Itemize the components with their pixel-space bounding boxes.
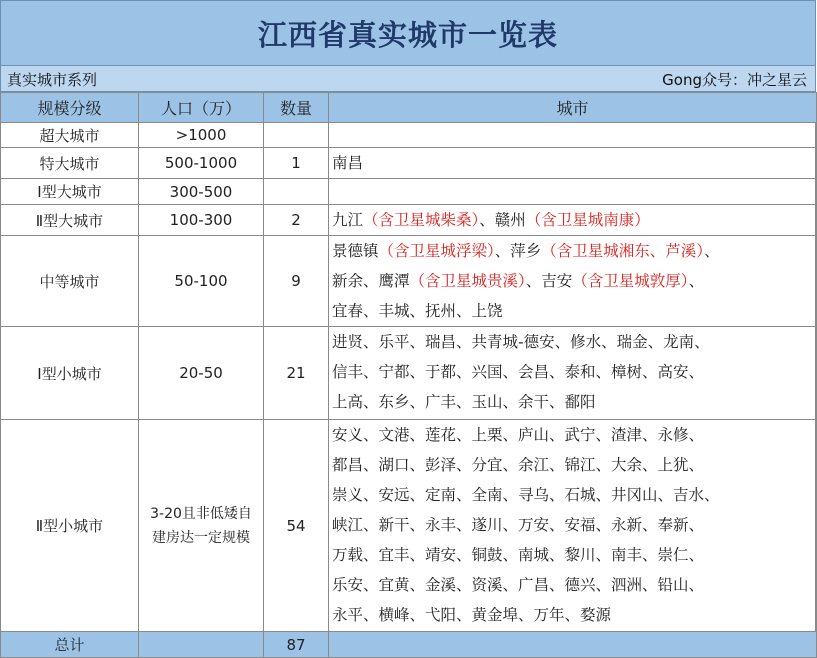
cities-cell (329, 123, 817, 148)
cities-cell (329, 327, 817, 420)
tier-cell: Ⅱ型大城市 (1, 205, 139, 236)
satellite-city-note: （含卫星城南康） (525, 211, 650, 229)
city-names: 乐安、宜黄、金溪、资溪、广昌、德兴、泗洲、铅山、 (332, 576, 705, 594)
subtitle-bar (0, 66, 816, 92)
city-names: 进贤、乐平、瑞昌、共青城-德安、修水、瑞金、龙南、 (332, 333, 710, 351)
tier-cell: Ⅰ型大城市 (1, 179, 139, 205)
table-row (1, 179, 817, 205)
tier-cell: Ⅱ型小城市 (1, 420, 139, 632)
tier-cell: 超大城市 (1, 123, 139, 148)
table-row (1, 148, 817, 179)
city-line (332, 600, 816, 630)
city-line (332, 540, 816, 570)
series-label: 真实城市系列 (7, 71, 98, 89)
city-names: 峡江、新干、永丰、遂川、万安、安福、永新、奉新、 (332, 516, 705, 534)
city-line (332, 450, 816, 480)
city-line (332, 480, 816, 510)
city-names: 崇义、安远、定南、全南、寻乌、石城、井冈山、吉水、 (332, 486, 720, 504)
city-names: 九江 (332, 211, 364, 229)
satellite-city-note: （含卫星城柴桑） (363, 211, 480, 229)
city-names: 上高、东乡、广丰、玉山、余干、鄱阳 (332, 393, 596, 411)
count-cell: 1 (264, 148, 329, 179)
city-names: 信丰、宁都、于都、兴国、会昌、泰和、樟树、高安、 (332, 363, 705, 381)
city-names: 、吉安 (525, 272, 573, 290)
population-cell (139, 420, 264, 632)
header-row (1, 93, 817, 123)
city-line (332, 266, 816, 296)
col-header-tier: 规模分级 (1, 93, 139, 123)
table-row (1, 236, 817, 327)
city-names: 、 (688, 272, 705, 290)
population-cell: >1000 (139, 123, 264, 148)
city-line (332, 205, 816, 235)
col-header-count: 数量 (264, 93, 329, 123)
total-label: 总计 (1, 632, 139, 658)
city-line (332, 387, 816, 417)
count-cell: 21 (264, 327, 329, 420)
population-cell: 300-500 (139, 179, 264, 205)
table-row (1, 420, 817, 632)
city-table (0, 92, 817, 658)
population-note-line: 3-20且非低矮自 (150, 505, 252, 522)
cities-cell (329, 179, 817, 205)
table-row (1, 327, 817, 420)
satellite-city-note: （含卫星城浮梁） (378, 242, 495, 260)
city-names: 南昌 (332, 154, 364, 172)
page-title: 江西省真实城市一览表 (0, 0, 816, 66)
city-names: 景德镇 (332, 242, 379, 260)
city-names: 、萍乡 (494, 242, 542, 260)
city-line (332, 236, 816, 266)
count-cell: 54 (264, 420, 329, 632)
tier-cell: 中等城市 (1, 236, 139, 327)
population-cell: 100-300 (139, 205, 264, 236)
satellite-city-note: （含卫星城敦厚） (572, 272, 689, 290)
city-names: 、 (704, 242, 720, 260)
city-names: 宜春、丰城、抚州、上饶 (332, 302, 503, 320)
city-names: 万载、宜丰、靖安、铜鼓、南城、黎川、南丰、崇仁、 (332, 546, 705, 564)
count-cell (264, 179, 329, 205)
col-header-cities: 城市 (329, 93, 817, 123)
city-names: 新余、鹰潭 (332, 272, 410, 290)
cities-cell (329, 148, 817, 179)
city-line (332, 420, 816, 450)
city-names: 都昌、湖口、彭泽、分宜、余江、锦江、大余、上犹、 (332, 456, 705, 474)
credit-label: Gong众号：冲之星云 (662, 71, 807, 89)
table-row (1, 205, 817, 236)
population-cell: 50-100 (139, 236, 264, 327)
city-line (332, 327, 816, 357)
population-note-line: 建房达一定规模 (152, 529, 250, 546)
city-line (332, 570, 816, 600)
satellite-city-note: （含卫星城贵溪） (409, 272, 526, 290)
city-line (332, 148, 816, 178)
cities-cell (329, 205, 817, 236)
city-line (332, 296, 816, 326)
population-cell: 500-1000 (139, 148, 264, 179)
table-row (1, 123, 817, 148)
count-cell: 9 (264, 236, 329, 327)
city-names: 安义、文港、莲花、上栗、庐山、武宁、渣津、永修、 (332, 426, 705, 444)
city-names: 、赣州 (479, 211, 526, 229)
count-cell (264, 123, 329, 148)
city-line (332, 510, 816, 540)
population-cell: 20-50 (139, 327, 264, 420)
tier-cell: 特大城市 (1, 148, 139, 179)
cities-cell (329, 420, 817, 632)
tier-cell: Ⅰ型小城市 (1, 327, 139, 420)
col-header-population: 人口（万） (139, 93, 264, 123)
satellite-city-note: （含卫星城湘东、芦溪） (541, 242, 705, 260)
count-cell: 2 (264, 205, 329, 236)
city-line (332, 357, 816, 387)
city-names: 永平、横峰、弋阳、黄金埠、万年、婺源 (332, 606, 612, 624)
total-count: 87 (264, 632, 329, 658)
cities-cell (329, 236, 817, 327)
